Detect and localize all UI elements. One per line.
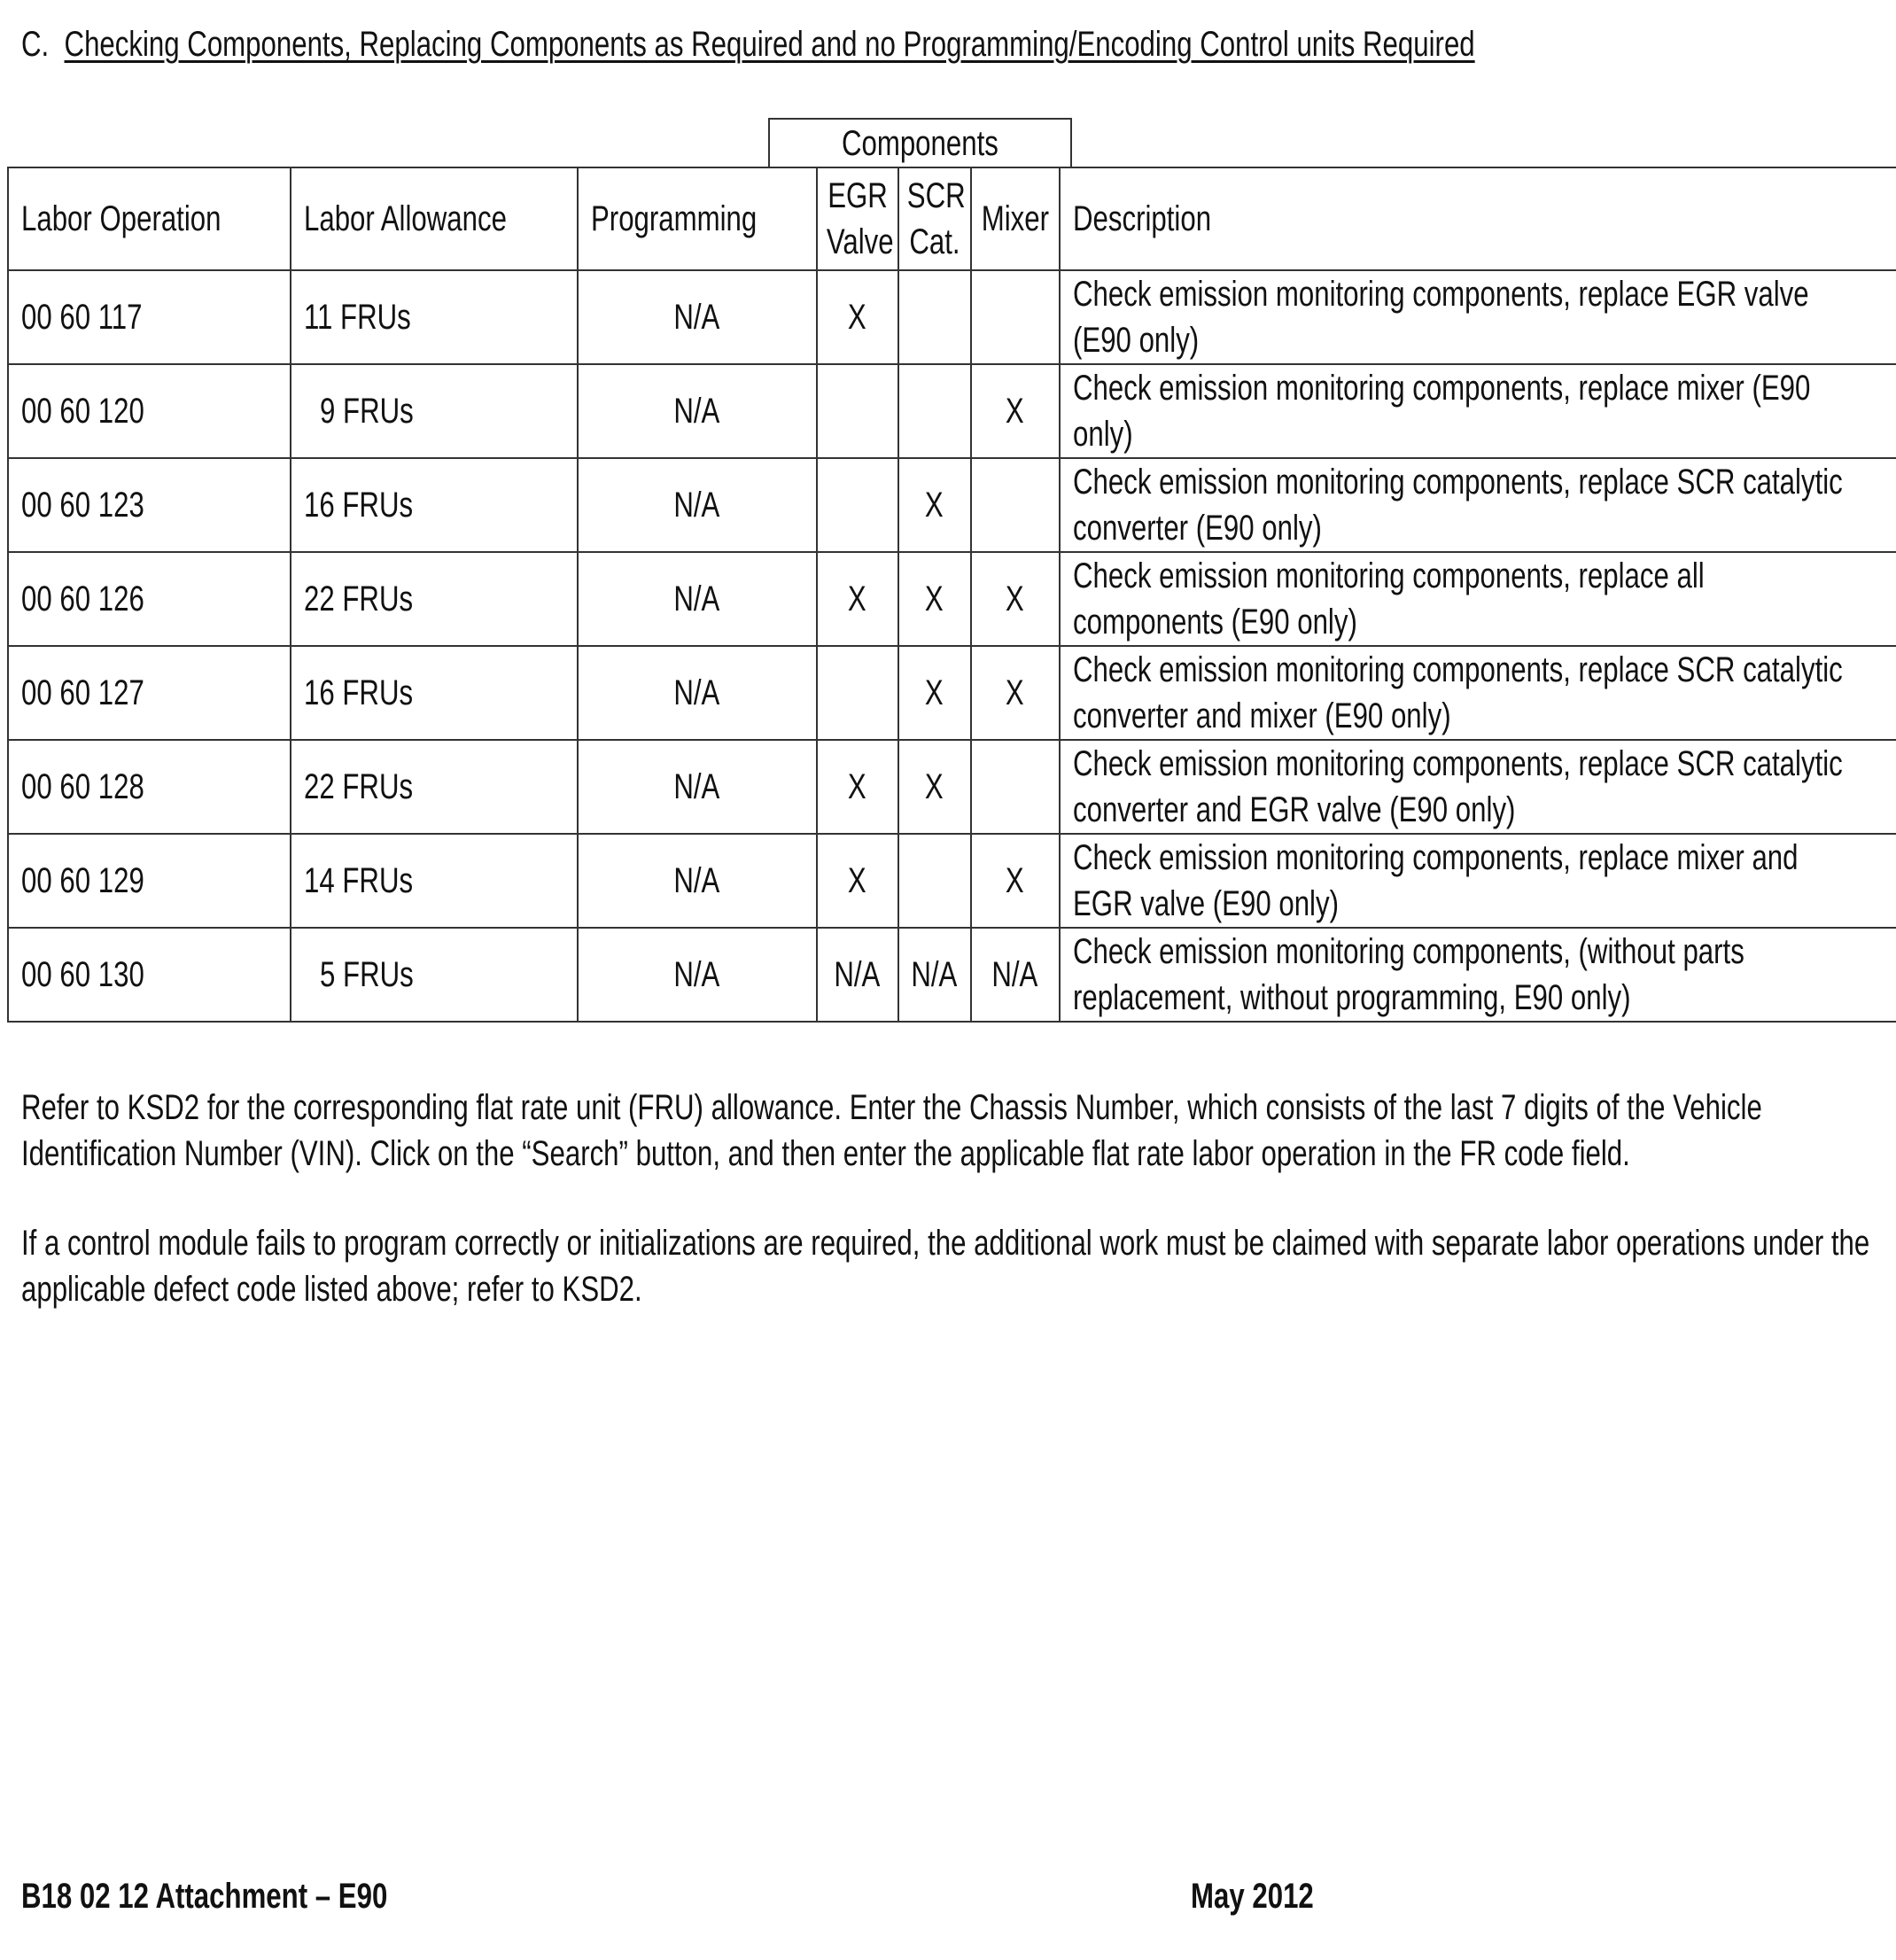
cell-egr-valve [817, 646, 898, 740]
cell-labor-allowance-text: 16 FRUs [304, 485, 414, 525]
cell-labor-allowance-text: 16 FRUs [304, 673, 414, 712]
cell-egr-valve-text: X [848, 766, 867, 806]
cell-programming-text: N/A [673, 860, 720, 900]
footer-date: May 2012 [1191, 1877, 1314, 1916]
cell-description-text: Check emission monitoring components, replace SCR catalytic converter (E90 only) [1072, 463, 1843, 548]
cell-egr-valve-text: N/A [834, 954, 881, 994]
cell-description-text: Check emission monitoring components, replace mixer and EGR valve (E90 only) [1072, 838, 1799, 923]
cell-description [1060, 834, 1896, 928]
cell-scr-cat [898, 834, 971, 928]
header-scr-cat: SCR Cat. [898, 167, 971, 270]
cell-scr-cat [898, 928, 971, 1022]
cell-labor-operation-text: 00 60 130 [21, 954, 144, 994]
cell-labor-allowance [291, 270, 578, 364]
cell-mixer [971, 928, 1060, 1022]
cell-labor-operation [8, 552, 291, 646]
cell-egr-valve-text: X [848, 860, 867, 900]
table-row [8, 646, 1896, 740]
labor-table [7, 167, 1896, 1023]
cell-egr-valve [817, 834, 898, 928]
section-heading: Checking Components, Replacing Components as Required and no Programming/Encoding Control units Required [64, 25, 1475, 64]
cell-egr-valve-text: X [848, 579, 867, 618]
cell-programming-text: N/A [673, 954, 720, 994]
cell-scr-cat-text: X [925, 485, 944, 525]
cell-programming [578, 646, 817, 740]
header-egr-valve: EGR Valve [817, 167, 898, 270]
components-label: Components [842, 124, 999, 163]
paragraph-ksd2: Refer to KSD2 for the corresponding flat rate unit (FRU) allowance. Enter the Chassis Number, which consists of the last 7 digits of the Vehicle Identification Number (VIN). Click on the “Search” button, and then enter the applicable flat rate labor operation in the FR code field. [21, 1088, 1762, 1173]
cell-programming-text: N/A [673, 766, 720, 806]
cell-mixer-text: X [1006, 579, 1025, 618]
cell-programming-text: N/A [673, 297, 720, 337]
cell-scr-cat [898, 458, 971, 552]
header-description: Description [1060, 167, 1896, 270]
cell-labor-operation-text: 00 60 126 [21, 579, 144, 618]
cell-labor-operation-text: 00 60 123 [21, 485, 144, 525]
table-row [8, 270, 1896, 364]
cell-programming [578, 552, 817, 646]
cell-description-text: Check emission monitoring components, replace SCR catalytic converter and mixer (E90 only) [1072, 650, 1843, 735]
table-row [8, 834, 1896, 928]
cell-scr-cat [898, 364, 971, 458]
cell-labor-allowance [291, 834, 578, 928]
cell-labor-operation-text: 00 60 117 [21, 297, 143, 337]
cell-labor-operation-text: 00 60 129 [21, 860, 144, 900]
cell-labor-operation [8, 740, 291, 834]
cell-scr-cat-text: X [925, 673, 944, 712]
cell-labor-operation-text: 00 60 120 [21, 391, 144, 431]
cell-scr-cat [898, 552, 971, 646]
cell-egr-valve [817, 458, 898, 552]
cell-programming [578, 834, 817, 928]
cell-egr-valve [817, 928, 898, 1022]
cell-scr-cat-text: X [925, 579, 944, 618]
cell-programming-text: N/A [673, 673, 720, 712]
cell-labor-allowance [291, 928, 578, 1022]
cell-mixer [971, 364, 1060, 458]
cell-labor-allowance-text: 5 FRUs [320, 954, 414, 994]
cell-labor-allowance-text: 22 FRUs [304, 579, 414, 618]
cell-labor-operation [8, 270, 291, 364]
cell-description-text: Check emission monitoring components, replace SCR catalytic converter and EGR valve (E90 only) [1072, 744, 1843, 829]
cell-labor-allowance [291, 458, 578, 552]
cell-labor-operation [8, 646, 291, 740]
table-row [8, 364, 1896, 458]
cell-egr-valve [817, 552, 898, 646]
cell-description-text: Check emission monitoring components, replace EGR valve (E90 only) [1072, 275, 1809, 360]
header-labor-operation: Labor Operation [8, 167, 291, 270]
cell-scr-cat [898, 740, 971, 834]
cell-labor-allowance-text: 14 FRUs [304, 860, 414, 900]
cell-description-text: Check emission monitoring components, (without parts replacement, without programming, E90 only) [1072, 932, 1744, 1017]
cell-scr-cat [898, 646, 971, 740]
cell-description-text: Check emission monitoring components, replace all components (E90 only) [1072, 556, 1705, 642]
table-row [8, 458, 1896, 552]
footer-document-id: B18 02 12 Attachment – E90 [21, 1877, 388, 1916]
cell-labor-operation-text: 00 60 127 [21, 673, 144, 712]
cell-description-text: Check emission monitoring components, replace mixer (E90 only) [1072, 369, 1810, 454]
header-row [8, 167, 1896, 270]
cell-scr-cat [898, 270, 971, 364]
section-title [21, 25, 1884, 65]
components-group-header [768, 118, 1072, 167]
cell-programming-text: N/A [673, 485, 720, 525]
cell-egr-valve-text: X [848, 297, 867, 337]
cell-labor-allowance-text: 9 FRUs [320, 391, 414, 431]
cell-labor-operation [8, 364, 291, 458]
cell-labor-operation-text: 00 60 128 [21, 766, 144, 806]
header-labor-allowance: Labor Allowance [291, 167, 578, 270]
cell-labor-allowance-text: 11 FRUs [304, 297, 411, 337]
cell-description [1060, 646, 1896, 740]
header-mixer: Mixer [971, 167, 1060, 270]
cell-programming-text: N/A [673, 391, 720, 431]
cell-programming [578, 458, 817, 552]
cell-labor-allowance-text: 22 FRUs [304, 766, 414, 806]
cell-labor-operation [8, 834, 291, 928]
cell-programming [578, 928, 817, 1022]
table-row [8, 740, 1896, 834]
table-row [8, 552, 1896, 646]
cell-description [1060, 270, 1896, 364]
cell-description [1060, 458, 1896, 552]
cell-labor-operation [8, 928, 291, 1022]
cell-egr-valve [817, 740, 898, 834]
cell-labor-allowance [291, 552, 578, 646]
cell-scr-cat-text: X [925, 766, 944, 806]
paragraph-control-module: If a control module fails to program correctly or initializations are required, the additional work must be claimed with separate labor operations under the applicable defect code listed above; refer to KSD2. [21, 1224, 1870, 1309]
cell-programming [578, 364, 817, 458]
cell-description [1060, 364, 1896, 458]
table-row [8, 928, 1896, 1022]
cell-egr-valve [817, 270, 898, 364]
cell-description [1060, 928, 1896, 1022]
cell-description [1060, 740, 1896, 834]
cell-labor-allowance [291, 364, 578, 458]
cell-mixer [971, 740, 1060, 834]
cell-programming [578, 270, 817, 364]
cell-labor-allowance [291, 646, 578, 740]
cell-mixer [971, 834, 1060, 928]
cell-mixer-text: X [1006, 673, 1025, 712]
cell-labor-operation [8, 458, 291, 552]
cell-labor-allowance [291, 740, 578, 834]
cell-scr-cat-text: N/A [911, 954, 958, 994]
cell-programming [578, 740, 817, 834]
cell-description [1060, 552, 1896, 646]
cell-mixer-text: X [1006, 391, 1025, 431]
section-letter: C. [21, 25, 50, 64]
cell-mixer-text: X [1006, 860, 1025, 900]
header-programming: Programming [578, 167, 817, 270]
cell-mixer [971, 646, 1060, 740]
cell-mixer [971, 270, 1060, 364]
cell-mixer-text: N/A [991, 954, 1038, 994]
cell-egr-valve [817, 364, 898, 458]
cell-mixer [971, 458, 1060, 552]
cell-mixer [971, 552, 1060, 646]
cell-programming-text: N/A [673, 579, 720, 618]
